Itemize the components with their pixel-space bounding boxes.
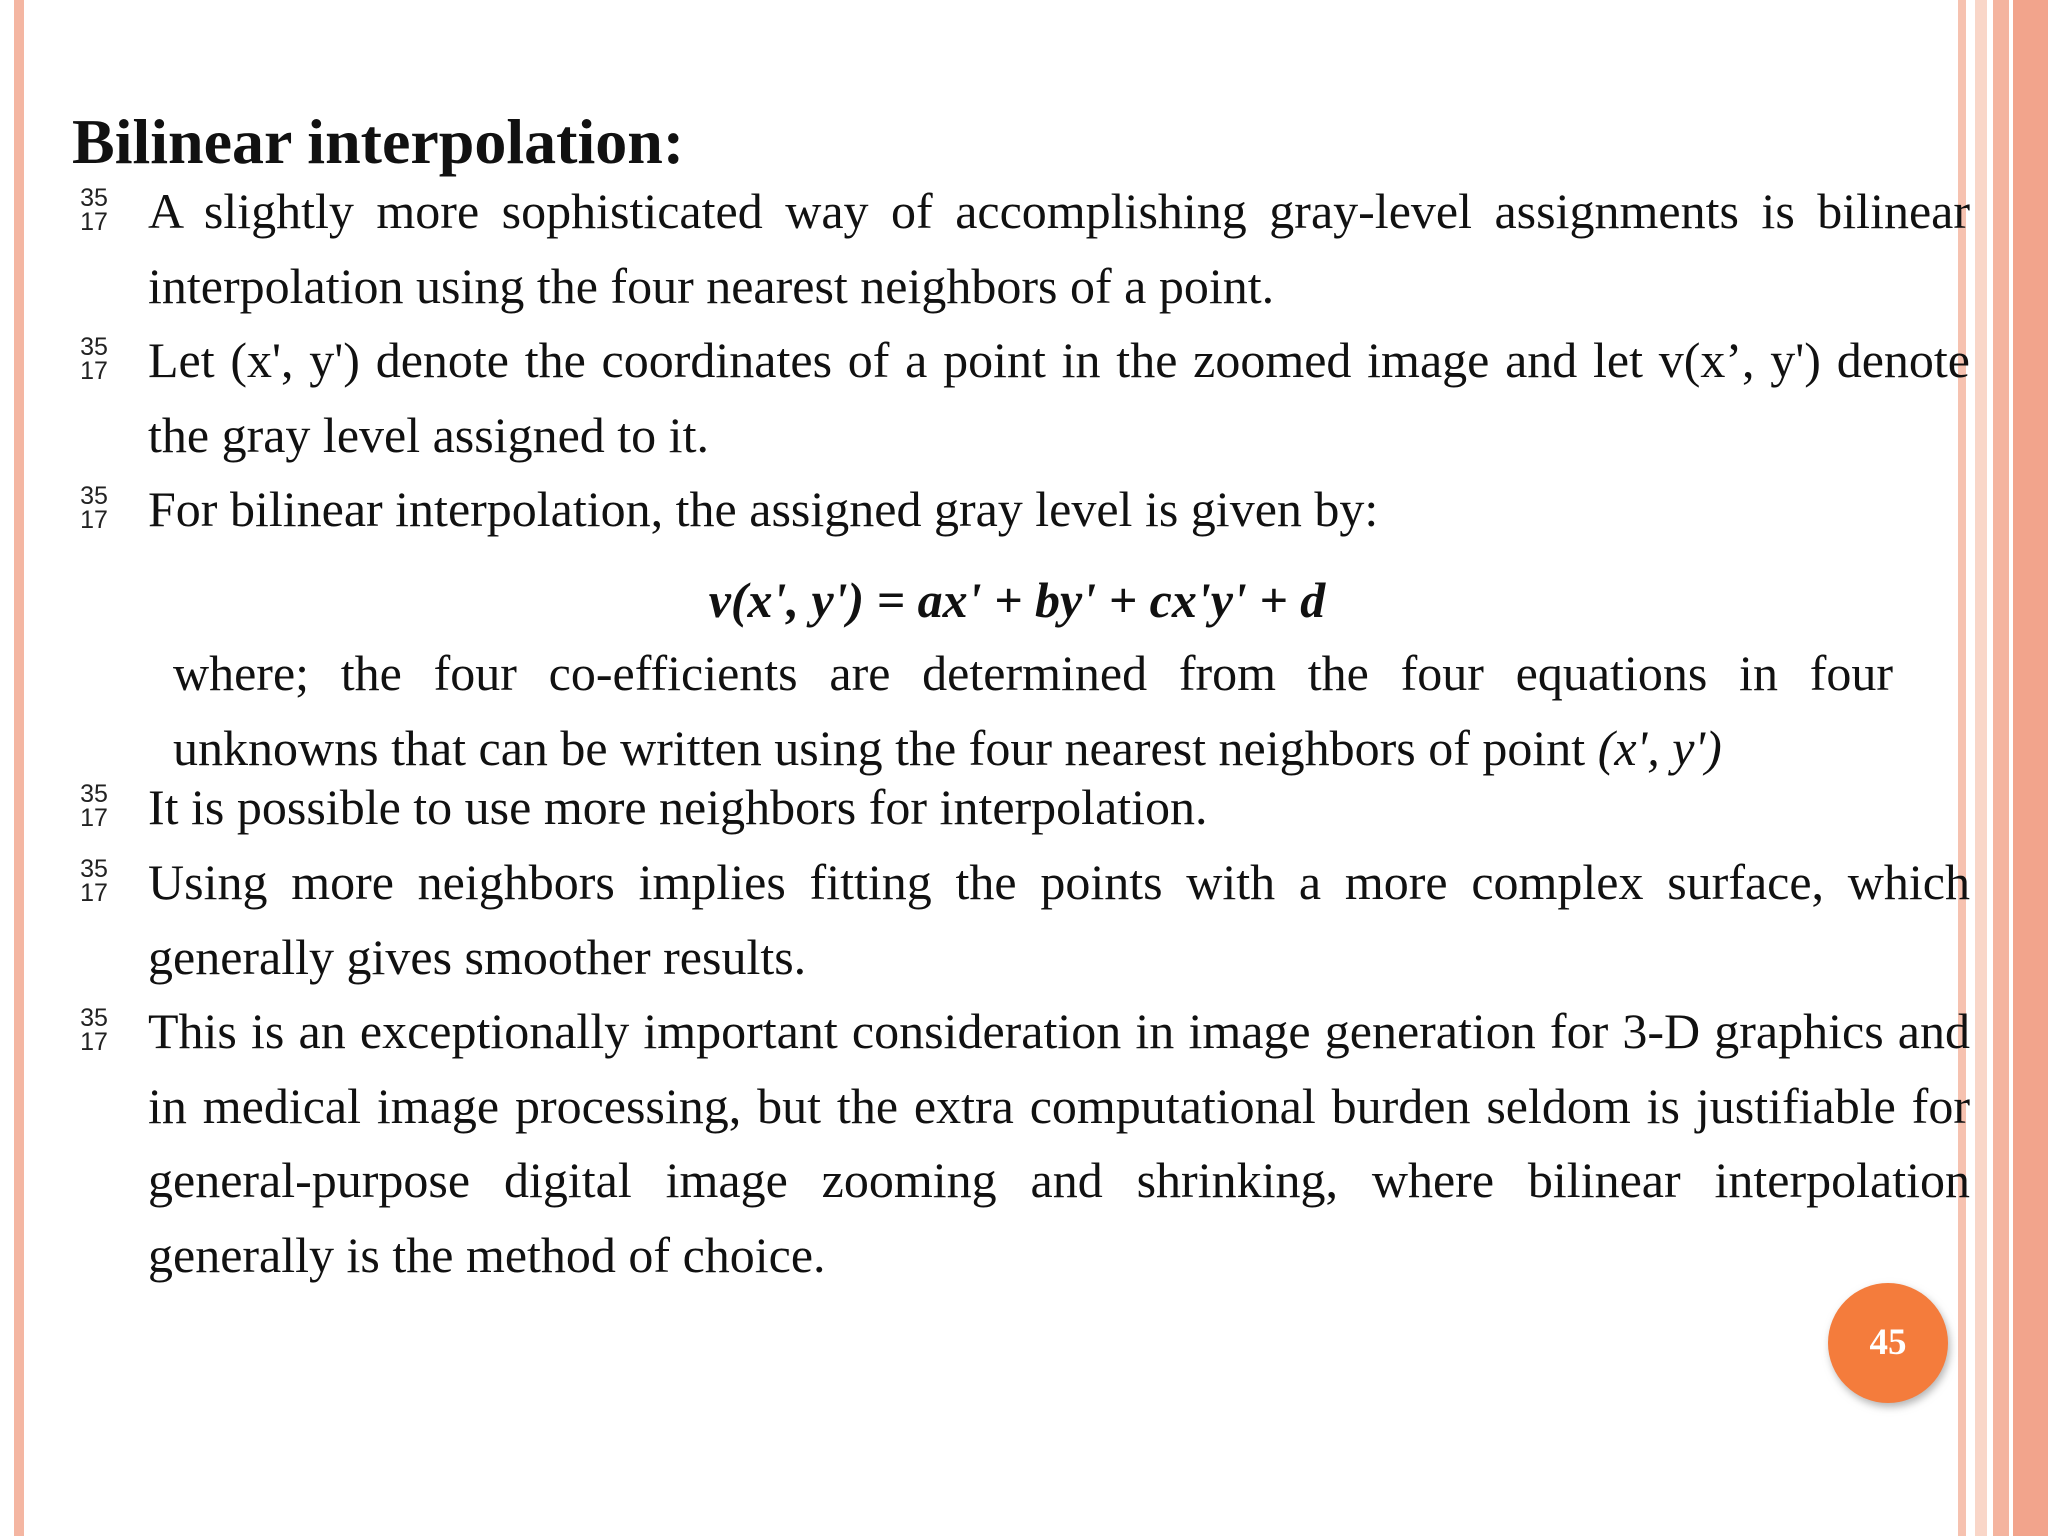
right-decor-bar — [1993, 0, 2009, 1536]
formula — [0, 563, 2048, 637]
right-decor-bar — [2013, 0, 2048, 1536]
bullet-text: For bilinear interpolation, the assigned gray level is given by: — [148, 481, 1379, 537]
bullet-marker-icon: 35 17 — [80, 1004, 108, 1056]
bullet-text: Using more neighbors implies fitting the points with a more complex surface, which generally gives smoother results. — [148, 854, 1970, 985]
bullet-text: This is an exceptionally important consideration in image generation for 3-D graphics and in medical image processing, but the extra computational burden seldom is justifiable for general-purpose digital image zooming and shrinking, where bilinear interpolation generally is the method of choice. — [148, 1003, 1970, 1283]
formula-text: v(x', y') = ax' + by' + cx'y' + d — [708, 572, 1326, 628]
page-number-badge: 45 — [1828, 1283, 1948, 1403]
bullet-marker-icon: 35 17 — [80, 333, 108, 385]
slide-title: Bilinear interpolation: — [72, 106, 685, 177]
bullet-marker-icon: 35 17 — [80, 184, 108, 236]
bullet-marker-icon: 35 17 — [80, 482, 108, 534]
bullet-marker-icon: 35 17 — [80, 780, 108, 832]
bullet-text: It is possible to use more neighbors for interpolation. — [148, 779, 1208, 835]
bullet-text: A slightly more sophisticated way of accomplishing gray-level assignments is bilinear interpolation using the four nearest neighbors of a point. — [148, 183, 1970, 314]
where-text: where; the four co-efficients are determined from the four equations in four unknowns that can be written using the four nearest neighbors of point — [173, 645, 1893, 776]
bullet-text: Let (x', y') denote the coordinates of a point in the zoomed image and let v(x’, y') denote the gray level assigned to it. — [148, 332, 1970, 463]
right-decor-bar — [1975, 0, 1987, 1536]
left-decor-stripe — [14, 0, 24, 1536]
where-paragraph — [173, 636, 1893, 785]
where-point: (x', y') — [1597, 719, 1722, 776]
bullet-marker-icon: 35 17 — [80, 855, 108, 907]
